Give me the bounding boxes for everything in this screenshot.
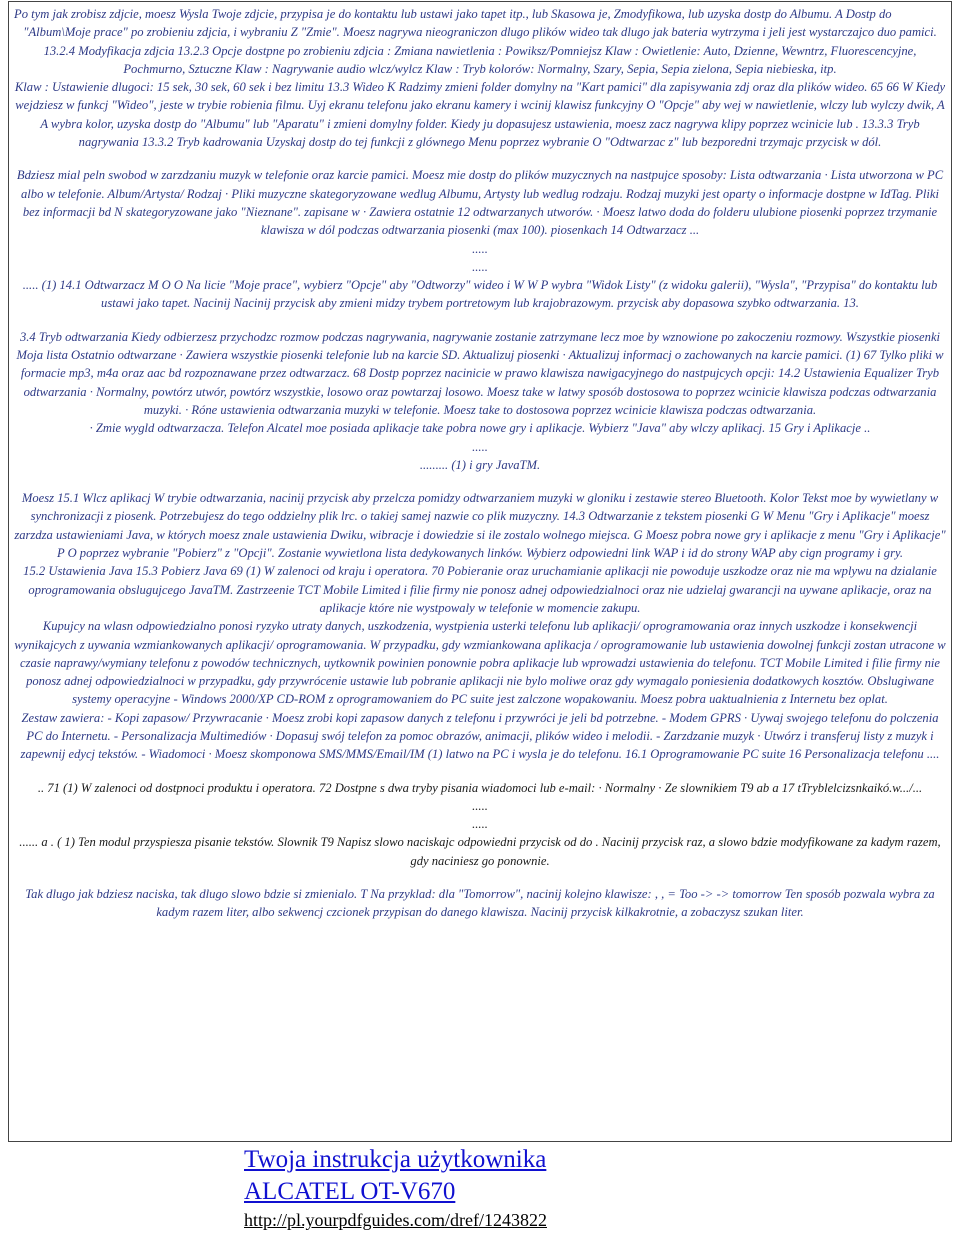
ellipsis-line: ..... (472, 798, 488, 813)
paragraph-4: Bdziesz mial peln swobod w zarzdzaniu muzyk w telefonie oraz karcie pamici. Moesz mie dostp do plików muzycznych na nastpujce sposoby: Lista odtwarzania · Lista utworzona w PC albo w telefonie. Album/Artysta/ Rodzaj · Pliki muzyczne skategoryzowane wedlug Albumu, Artysty lub wedlug rodzaju. Rodzaj muzyki jest oparty o informacje dostpne w IdTag. Pliki bez informacji bd N skategoryzowane jako "Nieznane". zapisane w · Zawiera ostatnie 12 odtwarzanych utworów. · Moesz latwo doda do folderu ulubione piosenki poprzez trzymanie klawisza w dól podczas odtwarzania piosenki (max 100). piosenkach 14 Odtwarzacz ... (16, 168, 944, 238)
paragraph-1: Po tym jak zrobisz zdjcie, moesz Wysla Twoje zdjcie, przypisa je do kontaktu lub ustawi jako tapet itp., lub Skasowa je, Zmodyfikowa, lub uzyska dostp do Albumu. A Dostp do "Album\Moje prace" po zrobieniu zdjcia, i wybraniu Z "Zmie". Moesz nagrywa nieograniczon dlugo plików wideo tak dlugo jak bateria wytrzyma i jeli jest wystarczajco duo pamici. (14, 7, 937, 40)
paragraph-8: ......... (1) i gry JavaTM. (419, 457, 541, 472)
paragraph-2: 13.2.4 Modyfikacja zdjcia 13.2.3 Opcje dostpne po zrobieniu zdjcia : Zmiana nawietlenia : Powiksz/Pomniejsz Klaw : Owietlenie: Auto, Dzienne, Wewntrz, Fluorescencyjne, Pochmurno, Sztuczne Klaw : Nagrywanie audio wlcz/wylcz Klaw : Tryb kolorów: Normalny, Szary, Sepia, Sepia zielona, Sepia niebieska, itp. (43, 43, 917, 76)
paragraph-9: Moesz 15.1 Wlcz aplikacj W trybie odtwarzania, nacinij przycisk aby przelcza pomidzy odtwarzaniem muzyki w gloniku i zestawie stereo Bluetooth. Kolor Tekst moe by wywietlany w synchronizacji z piosenk. Potrzebujesz do tego oddzielny plik lrc. o takiej samej nazwie co plik muzyczny. 14.3 Odtwarzanie z tekstem piosenki G W Menu "Gry i Aplikacje" moesz zarzdza ustawieniami Java, w których moesz znale ustawienia Dwiku, wibracje i dowiedzie si ile zostalo wolnego miejsca. G Moesz pobra nowe gry i aplikacje z menu "Gry i Aplikacje" P O poprzez wybranie "Pobierz" z "Opcji". Zostanie wywietlona lista dedykowanych linków. Wybierz odpowiedni link WAP i id do strony WAP aby cign programy i gry. (14, 491, 946, 561)
ellipsis-line: ..... (472, 259, 488, 274)
footer-url-link[interactable]: http://pl.yourpdfguides.com/dref/1243822 (244, 1210, 547, 1230)
paragraph-10: 15.2 Ustawienia Java 15.3 Pobierz Java 69 (1) W zalenoci od kraju i operatora. 70 Pobieranie oraz uruchamianie aplikacji nie powoduje uszkodze oraz nie ma wplywu na dzialanie oprogramowania obslugujcego JavaTM. Zastrzeenie TCT Mobile Limited i filie firmy nie ponosz adnej odpowiedzialnoci oraz nie udzielaj gwarancji na uywane aplikacje, oraz na aplikacje które nie wystpowaly w telefonie w momencie zakupu. (23, 564, 937, 615)
paragraph-7: · Zmie wygld odtwarzacza. Telefon Alcatel moe posiada aplikacje take pobra nowe gry i aplikacje. Wybierz "Java" aby wlczy aplikacj. 15 Gry i Aplikacje .. (89, 421, 871, 436)
paragraph-13: .. 71 (1) W zalenoci od dostpnoci produktu i operatora. 72 Dostpne s dwa tryby pisania wiadomoci lub e-mail: · Normalny · Ze slownikiem T9 ab a 17 tTryblelcizsnkaikó.w.../... (37, 780, 923, 795)
paragraph-3: Klaw : Ustawienie dlugoci: 15 sek, 30 sek, 60 sek i bez limitu 13.3 Wideo K Radzimy zmieni folder domylny na "Kart pamici" dla zapisywania zdj oraz dla plików wideo. 65 66 W Kiedy wejdziesz w funkcj "Wideo", jeste w trybie robienia filmu. Uyj ekranu telefonu jako ekranu kamery i wcinij klawisz funkcyjny O "Opcje" aby wej w nawietlenie, wlczy lub wylczy dwik, A A wybra kolor, uzyska dostp do "Albumu" lub "Aparatu" i zmieni domylny folder. Kiedy ju dopasujesz ustawienia, moesz zacz nagrywa klipy poprzez wcinicie lub . 13.3.3 Tryb nagrywania 13.3.2 Tryb kadrowania Uzyskaj dostp do tej funkcji z glównego Menu poprzez wybranie O "Odtwarzac z" lub bezporedni trzymajc przycisk w dól. (14, 80, 946, 150)
paragraph-11: Kupujcy na wlasn odpowiedzialno ponosi ryzyko utraty danych, uszkodzenia, wystpienia usterki telefonu lub aplikacji/ oprogramowania oraz innych uszkodze i konsekwencji wynikajcych z uywania wzmiankowanych aplikacji/ oprogramowania. W przypadku, gdy wzmiankowana aplikacja / oprogramowanie lub ustawienia dowolnej funkcji zostan utracone w czasie naprawy/wymiany telefonu z powodów technicznych, uytkownik powinien ponownie pobra aplikacje lub wprowadzi ustawienia do telefonu. TCT Mobile Limited i filie firmy nie ponosz adnej odpowiedzialnoci w przypadku, gdy przywrócenie ustawie lub pobranie aplikacji nie bylo moliwe oraz gdy wymagalo poniesienia dodatkowych kosztów. Obslugiwane systemy operacyjne - Windows 2000/XP CD-ROM z oprogramowaniem do PC suite jest zalczone wopakowaniu. Moesz pobra uaktualnienia z Internetu bez oplat. (14, 619, 946, 707)
paragraph-14: ...... a . ( 1) Ten modul przyspiesza pisanie tekstów. Slownik T9 Napisz slowo naciskajc odpowiedni przycisk od do . Nacinij przycisk raz, a slowo bdzie modyfikowane za kadym razem, gdy naciniesz go ponownie. (19, 835, 941, 868)
paragraph-6: 3.4 Tryb odtwarzania Kiedy odbierzesz przychodzc rozmow podczas nagrywania, nagrywanie zostanie zatrzymane lecz moe by wznowione po zakoczeniu rozmowy. Wszystkie piosenki Moja lista Ostatnio odtwarzane · Zawiera wszystkie piosenki telefonie lub na karcie SD. Aktualizuj piosenki · Aktualizuj informacj o zachowanych na karcie pamici. (1) 67 Tylko pliki w formacie mp3, m4a oraz aac bd rozpoznawane przez odtwarzacz. 68 Dostp poprzez nacinicie w prawo klawisza nawigacyjnego do nastpujcych opcji: 14.2 Ustawienia Equalizer Tryb odtwarzania · Normalny, powtórz utwór, powtórz wszystkie, losowo oraz powtarzaj losowo. Moesz take w latwy sposób dostosowa to poprzez wcinicie klawisza podczas odtwarzania muzyki. · Róne ustawienia odtwarzania muzyki w telefonie. Moesz take to dostosowa poprzez wcinicie klawisza podczas odtwarzania. (16, 329, 944, 417)
paragraph-5: ..... (1) 14.1 Odtwarzacz M O O Na licie "Moje prace", wybierz "Opcje" aby "Odtworzy" wideo i W W P wybra "Widok Listy" (z widoku galerii), "Wysla", "Przypisa" do kontaktu lub ustawi jako tapet. Nacinij Nacinij przycisk aby zmieni midzy trybem portretowym lub krajobrazowym. przycisk aby dopasowa szybko odtwarzania. 13. (22, 278, 938, 311)
footer-model-link[interactable]: ALCATEL OT-V670 (244, 1178, 456, 1205)
footer-title-link[interactable]: Twoja instrukcja użytkownika (244, 1146, 547, 1173)
footer-links (244, 1144, 604, 1231)
manual-text-frame (8, 1, 952, 1142)
ellipsis-line: ..... (472, 241, 488, 256)
paragraph-12: Zestaw zawiera: - Kopi zapasow/ Przywracanie · Moesz zrobi kopi zapasow danych z telefonu i przywróci je jeli bd potrzebne. - Modem GPRS · Uywaj swojego telefonu do polczenia PC do Internetu. - Personalizacja Multimediów · Dopasuj swój telefon za pomoc obrazów, animacji, plików wideo i melodii. - Zarzdzanie muzyk · Utwórz i transferuj listy z muzyk i zapewnij edycj tekstów. - Wiadomoci · Moesz skomponowa SMS/MMS/Email/IM (1) latwo na PC i wysla je do telefonu. 16.1 Oprogramowanie PC suite 16 Personalizacja telefonu .... (20, 710, 940, 762)
ellipsis-line: ..... (472, 817, 488, 832)
ellipsis-line: ..... (472, 439, 488, 454)
paragraph-15: Tak dlugo jak bdziesz naciska, tak dlugo slowo bdzie si zmienialo. T Na przyklad: dla "Tomorrow", nacinij kolejno klawisze: , , = Too -> -> tomorrow Ten sposób pozwala wybra za kadym razem liter, albo sekwencj czcionek przypisan do danego klawisza. Nacinij przycisk kilkakrotnie, a zobaczysz szukan liter. (25, 887, 935, 920)
